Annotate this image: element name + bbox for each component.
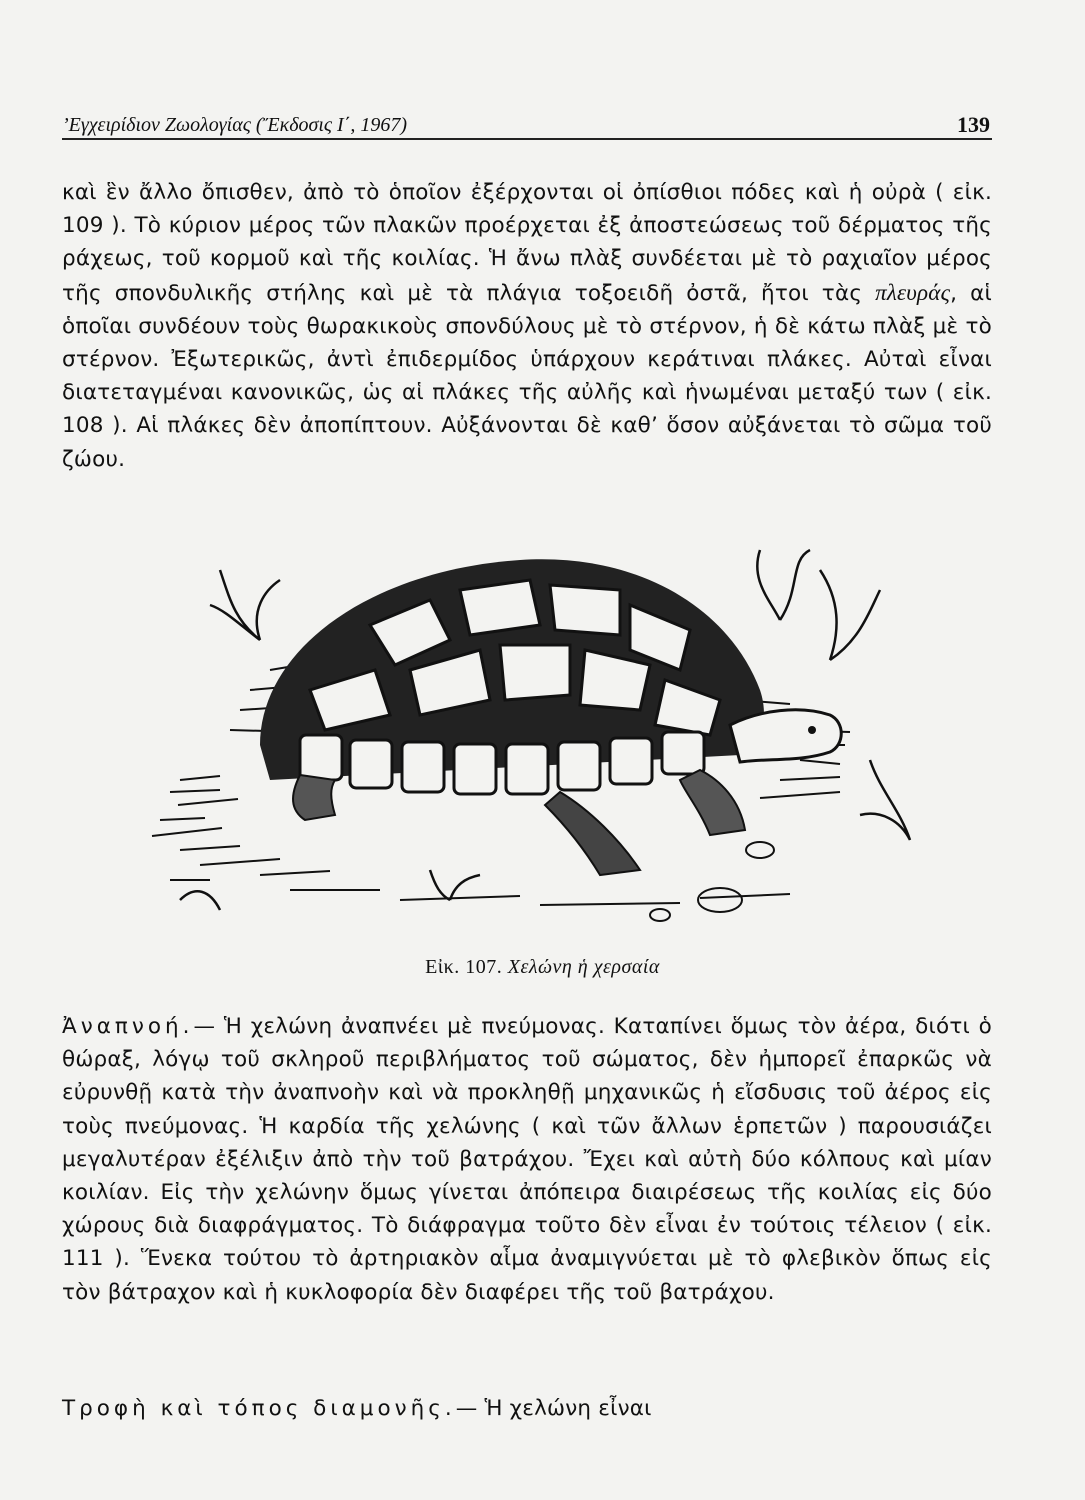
paragraph-respiration [62, 1010, 992, 1309]
paragraph-text: , αἱ ὁποῖαι συνδέουν τοὺς θωρακικοὺς σπονδύλους μὲ τὸ στέρνον, ἡ δὲ κάτω πλὰξ μὲ τὸ στέρνον. Ἐξωτερικῶς, ἀντὶ ἐπιδερμίδος ὑπάρχουν κεράτιναι πλάκες. Αὐταὶ εἶναι διατεταγμέναι κανονικῶς, ὡς αἱ πλάκες τῆς αὐλῆς καὶ ἡνωμέναι μεταξύ των ( εἰκ. 108 ). Αἱ πλάκες δὲν ἀποπίπτουν. Αὐξάνονται δὲ καθ’ ὅσον αὐξάνεται τὸ σῶμα τοῦ ζώου. [62, 280, 992, 472]
figure-caption [0, 956, 1085, 979]
emphasized-term: πλευράς [875, 279, 951, 305]
tortoise-illustration [140, 530, 930, 940]
page-number: 139 [957, 112, 990, 137]
caption-text: Χελώνη ἡ χερσαία [507, 956, 660, 978]
paragraph-shell-plates [62, 176, 992, 476]
book-title: ’Εγχειρίδιον Ζωολογίας (Ἔκδοσις Ι΄, 1967) [62, 114, 408, 136]
paragraph-text: — Ἡ χελώνη εἶναι [455, 1396, 652, 1421]
caption-label: Εἰκ. 107. [425, 956, 503, 978]
paragraph-food-habitat [62, 1392, 992, 1425]
section-heading: Τροφὴ καὶ τόπος διαμονῆς. [62, 1396, 456, 1421]
paragraph-text: καὶ ἓν ἄλλο ὄπισθεν, ἀπὸ τὸ ὁποῖον ἐξέρχονται οἱ ὀπίσθιοι πόδες καὶ ἡ οὐρὰ ( εἰκ. 109 ). Τὸ κύριον μέρος τῶν πλακῶν προέρχεται ἐξ ἀποστεώσεως τοῦ δέρματος τῆς ράχεως, τοῦ κορμοῦ καὶ τῆς κοιλίας. Ἡ ἄνω πλὰξ συνδέεται μὲ τὸ ραχιαῖον μέρος τῆς σπονδυλικῆς στήλης καὶ μὲ τὰ πλάγια τοξοειδῆ ὀστᾶ, ἤτοι τὰς [62, 180, 992, 306]
section-heading: Ἀναπνοή. [62, 1014, 194, 1039]
paragraph-text: — Ἡ χελώνη ἀναπνέει μὲ πνεύμονας. Καταπίνει ὅμως τὸν ἀέρα, διότι ὁ θώραξ, λόγῳ τοῦ σκληροῦ περιβλήματος τοῦ σώματος, δὲν ἠμπορεῖ ἐπαρκῶς νὰ εὐρυνθῇ κατὰ τὴν ἀναπνοὴν καὶ νὰ προκληθῇ μηχανικῶς ἡ εἴσδυσις τοῦ ἀέρος εἰς τοὺς πνεύμονας. Ἡ καρδία τῆς χελώνης ( καὶ τῶν ἄλλων ἑρπετῶν ) παρουσιάζει μεγαλυτέραν ἐξέλιξιν ἀπὸ τὴν τοῦ βατράχου. Ἔχει καὶ αὐτὴ δύο κόλπους καὶ μίαν κοιλίαν. Εἰς τὴν χελώνην ὅμως γίνεται ἀπόπειρα διαιρέσεως τῆς κοιλίας εἰς δύο χώρους διὰ διαφράγματος. Τὸ διάφραγμα τοῦτο δὲν εἶναι ἐν τούτοις τέλειον ( εἰκ. 111 ). Ἕνεκα τούτου τὸ ἀρτηριακὸν αἷμα ἀναμιγνύεται μὲ τὸ φλεβικὸν ὅπως εἰς τὸν βάτραχον καὶ ἡ κυκλοφορία δὲν διαφέρει τῆς τοῦ βατράχου. [62, 1014, 992, 1305]
running-header [62, 100, 992, 140]
